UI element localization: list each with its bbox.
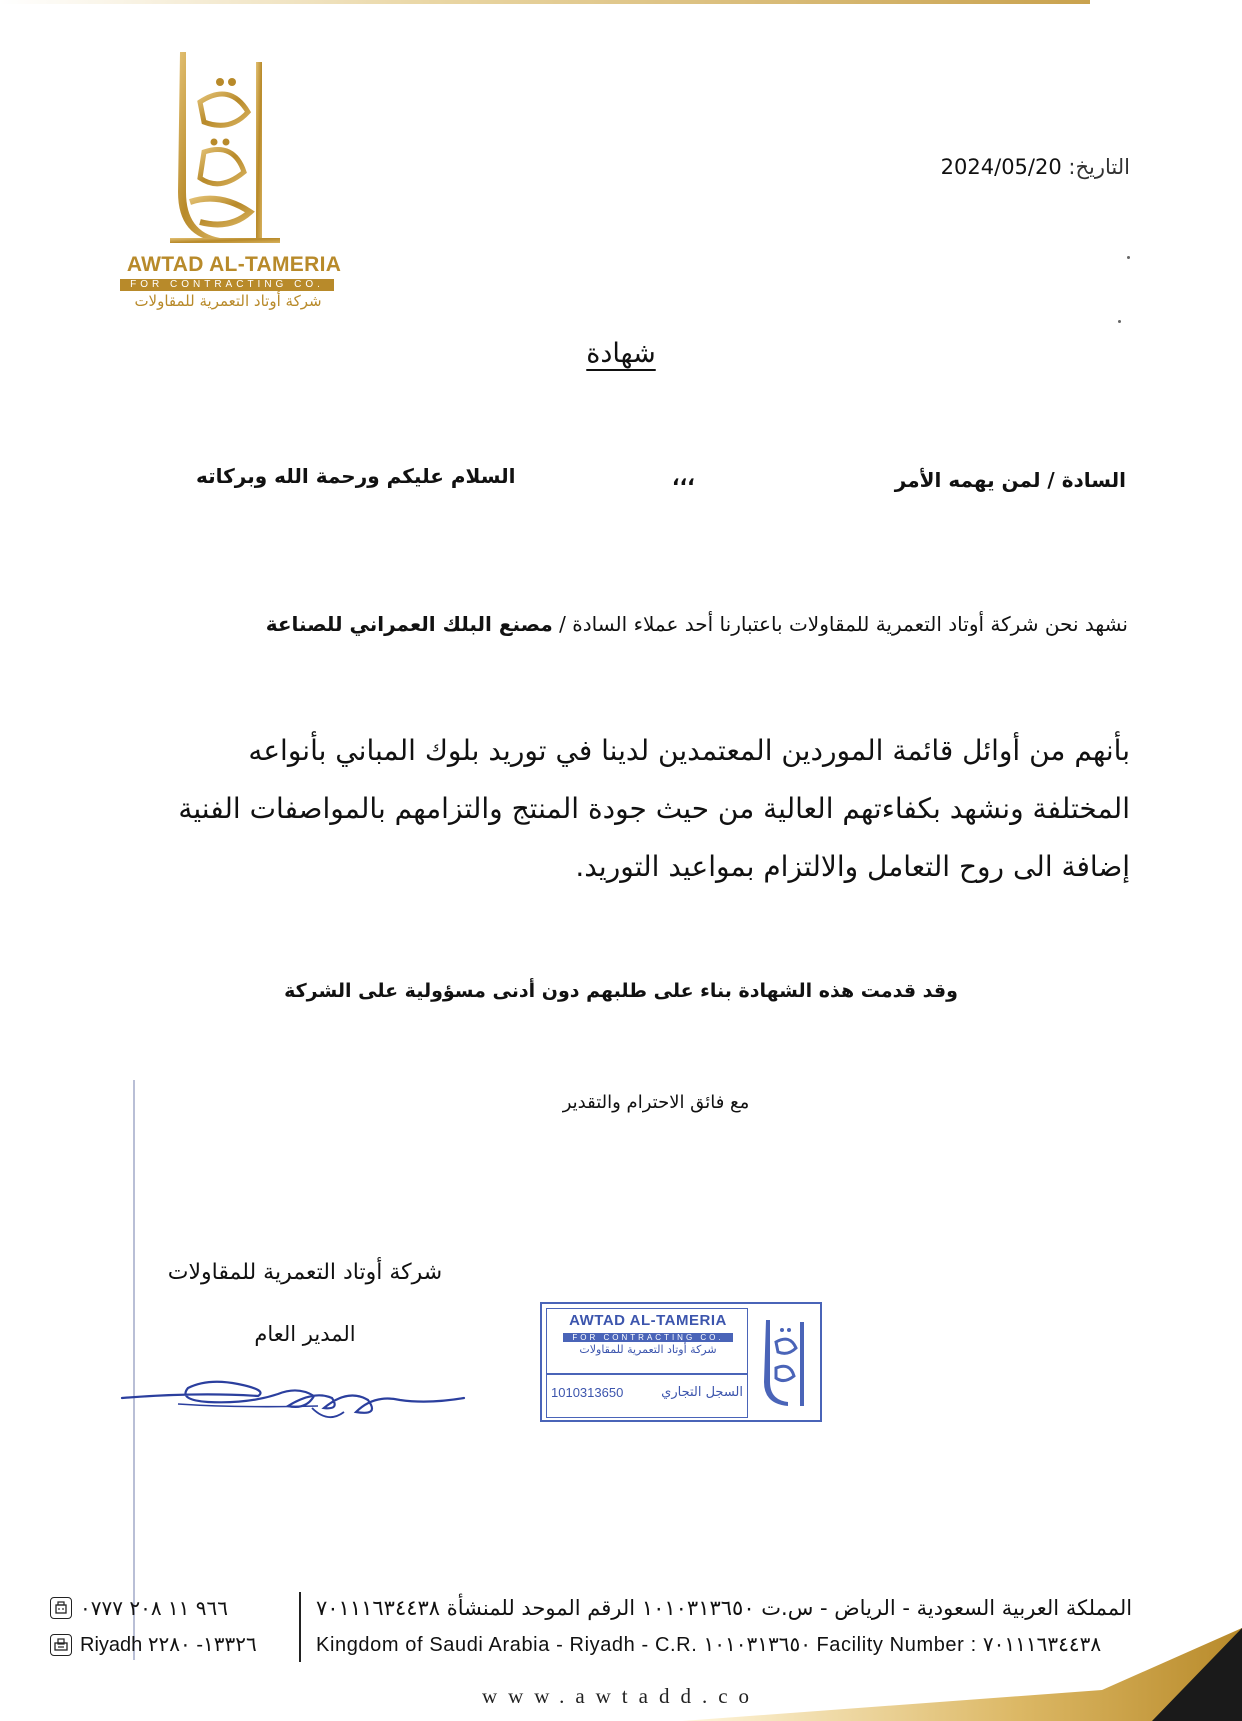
company-logo-mark (160, 42, 286, 257)
paragraph-line: إضافة الى روح التعامل والالتزام بمواعيد التوريد. (575, 850, 1130, 883)
disclaimer: وقد قدمت هذه الشهادة بناء على طلبهم دون أدنى مسؤولية على الشركة (284, 980, 958, 1002)
stamp-cr-label: السجل التجاري (661, 1385, 743, 1400)
stamp-tagline-en: FOR CONTRACTING CO. (563, 1333, 733, 1342)
logo-tagline-en: FOR CONTRACTING CO. (120, 279, 334, 291)
footer-address-ar: المملكة العربية السعودية - الرياض - س.ت ١٠١٠٣١٣٦٥٠ الرقم الموحد للمنشأة ٧٠١١١٦٣٤٤٣٨ (316, 1596, 1133, 1620)
stamp-name-ar: شركة أوتاد التعمرية للمقاولات (579, 1343, 717, 1356)
salutation-recipient: السادة / لمن يهمه الأمر (894, 468, 1126, 492)
fax-row (50, 1632, 257, 1657)
certificate-paragraph (120, 722, 1130, 896)
intro-plain: نشهد نحن شركة أوتاد التعمرية للمقاولات باعتبارنا أحد عملاء السادة / (552, 612, 1128, 636)
client-name: مصنع البلك العمراني للصناعة (265, 612, 553, 636)
closing-regards: مع فائق الاحترام والتقدير (562, 1092, 750, 1113)
stamp-divider (547, 1373, 747, 1375)
paragraph-line: بأنهم من أوائل قائمة الموردين المعتمدين لدينا في توريد بلوك المباني بأنواعه (248, 734, 1130, 767)
paragraph-line: المختلفة ونشهد بكفاءتهم العالية من حيث جودة المنتج والتزامهم بالمواصفات الفنية (178, 792, 1130, 825)
stamp-name-en: AWTAD AL-TAMERIA (569, 1312, 727, 1329)
fax-icon (50, 1634, 72, 1656)
document-title (0, 338, 1242, 369)
po-box: Riyadh ١٣٣٢٦- ٢٢٨٠ (80, 1634, 257, 1656)
signatory-company: شركة أوتاد التعمرية للمقاولات (167, 1260, 443, 1285)
phone-number: ٩٦٦ ١١ ٢٠٨ ٠٧٧٧ (80, 1596, 228, 1620)
website-url: www.awtadd.co (481, 1684, 761, 1708)
footer-address-en: Kingdom of Saudi Arabia - Riyadh - C.R. ١٠١٠٣١٣٦٥٠ Facility Number : ٧٠١١١٦٣٤٤٣٨ (316, 1634, 1102, 1656)
signatory-position: المدير العام (254, 1322, 356, 1346)
company-stamp (540, 1302, 822, 1422)
footer-gold-wedge (682, 1628, 1242, 1721)
logo-name-ar: شركة أوتاد التعمرية للمقاولات (134, 292, 322, 310)
phone-row (50, 1596, 228, 1620)
stamp-cr-row (551, 1385, 743, 1400)
top-gold-strip (0, 0, 1090, 4)
speck (1127, 256, 1130, 259)
salutation-greeting: السلام عليكم ورحمة الله وبركاته (196, 464, 516, 488)
stamp-text-panel (546, 1308, 748, 1418)
logo-name-en: AWTAD AL-TAMERIA (126, 253, 342, 276)
salutation-commas: ،،، (672, 466, 695, 490)
date-label: التاريخ: (1068, 155, 1130, 179)
handwritten-signature (118, 1360, 468, 1440)
title-text: شهادة (586, 338, 656, 369)
footer-divider (299, 1592, 301, 1662)
date-value: 2024/05/20 (940, 155, 1062, 179)
date-row (941, 155, 1130, 179)
stamp-cr-number: 1010313650 (551, 1385, 624, 1400)
intro-line (266, 612, 1128, 636)
phone-icon (50, 1597, 72, 1619)
stamp-logo-mark (754, 1312, 814, 1412)
speck (1118, 320, 1121, 323)
